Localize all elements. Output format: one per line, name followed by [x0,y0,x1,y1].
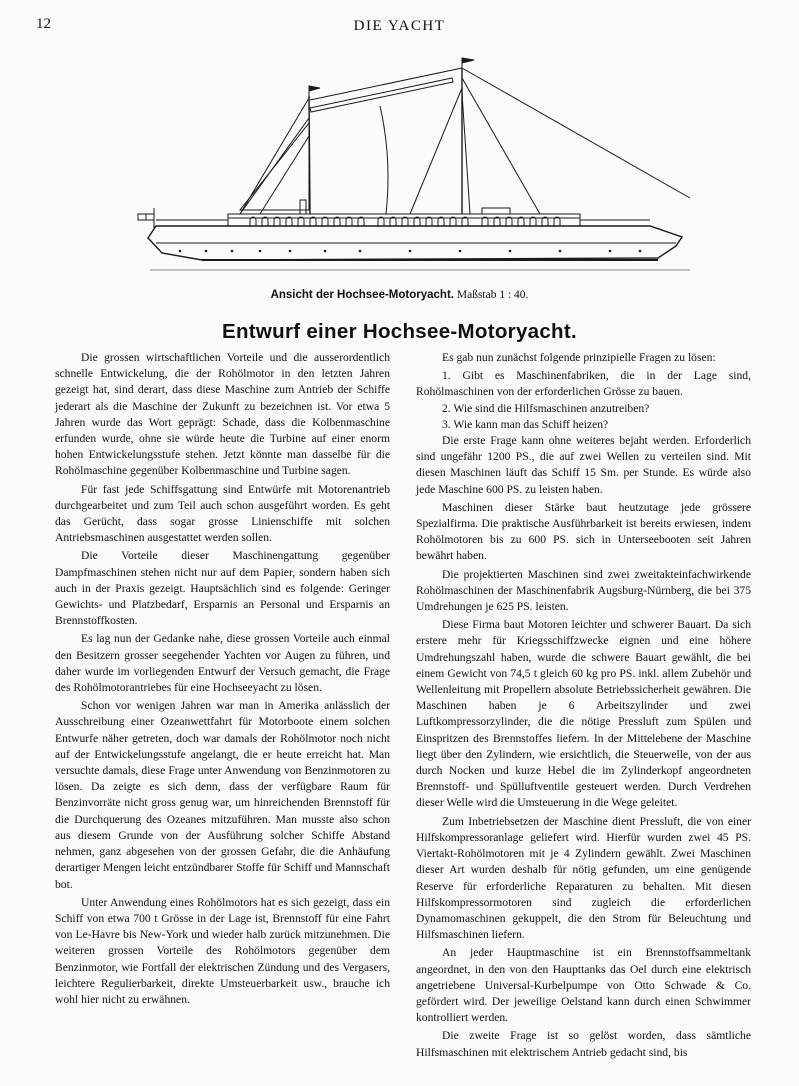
paragraph: An jeder Hauptmaschine ist ein Brennstoffsammeltank angeordnet, in den von den Haupttanks das Oel durch eine elektrisch angetriebene Universal-Kurbelpumpe von Otto Schwade & Co. gefördert wird. Der jeweilige Oelstand kann durch einen Schwimmer kontrolliert werden. [416,946,751,1025]
funnel [300,200,306,214]
paragraph: Es gab nun zunächst folgende prinzipielle Fragen zu lösen: [442,351,716,364]
page-number: 12 [36,16,51,32]
question-item: 1. Gibt es Maschinenfabriken, die in der Lage sind, Rohölmaschinen von der erforderlichen Grösse zu bauen. [416,369,751,399]
question-item: 3. Wie kann man das Schiff heizen? [442,417,609,431]
figure-caption-title: Ansicht der Hochsee-Motoryacht. [270,289,454,301]
paragraph: Diese Firma baut Motoren leichter und schwerer Bauart. Da sich erstere mehr für Kriegsschiffzwecke eignen und eine höhere Umdrehungszahl haben, wurde die schwere Bauart gewählt, die bei einem Gewicht von 74,5 t gleich 60 kg pro PS. inkl. allem Zubehör und Wellenleitung mit Propellern absolute Betriebssicherheit gewähren. Die Maschinen haben je 6 Arbeitszylinder und zwei Luftkompressorzylinder, die die nötige Pressluft zum Spülen und Einspritzen des Brennstoffes liefern. In der Mittelebene der Maschine liegt über den Zylindern, wie ersichtlich, die Steuerwelle, von der aus durch Nocken und kurze Hebel die im Zylinderkopf angeordneten Brennstoff- und Spülluftventile gesteuert werden. Durch Verdrehen dieser Welle wird die Umsteuerung in die Wege geleitet. [416,618,751,810]
paragraph: Zum Inbetriebsetzen der Maschine dient Pressluft, die von einer Hilfskompressoranlage geliefert wird. Hierfür wurden zwei 45 PS. Viertakt-Rohölmotoren mit je 4 Zylindern gewählt. Zwei Maschinen dieser Art wurden deshalb für nötig gefunden, um eine genügende Reserve für erforderliche Reparaturen zu behalten. Mit diesen Hilfskompressormotoren sind zugleich die erforderlichen Dynamomaschinen gekuppelt, die den Strom für Beleuchtung und Hilfsmaschinen liefern. [416,814,751,942]
paragraph: Die Vorteile dieser Maschinengattung gegenüber Dampfmaschinen stehen nicht nur auf dem Papier, sondern haben sich auch in der Praxis gezeigt. Hauptsächlich sind es folgende: Geringer Gewichts- und Platzbedarf, Ersparnis an Personal und Ersparnis an Brennstoffkosten. [55,549,390,628]
article-title: Entwurf einer Hochsee-Motoryacht. [221,320,578,343]
deckhouse [228,214,580,226]
paragraph: Die zweite Frage ist so gelöst worden, dass sämtliche Hilfsmaschinen mit elektrischem Antrieb gedacht sind, bis [416,1029,751,1059]
running-head: DIE YACHT [353,18,446,34]
article-column-left [55,350,390,1050]
portholes [179,250,642,253]
bridge-house [482,208,510,214]
paragraph: Die erste Frage kann ohne weiteres bejaht werden. Erforderlich sind ungefähr 1200 PS., die auf zwei Wellen zu verteilen sind. Mit diesen Maschinen läuft das Schiff 15 Sm. per Stunde. Es würde also jede Maschine 600 PS. zu leisten haben. [416,434,751,496]
paragraph: Maschinen dieser Stärke baut heutzutage jede grössere Spezialfirma. Die praktische Ausführbarkeit ist bereits erwiesen, indem Rohölmotoren bis zu 600 PS. sich in Unterseebooten seit Jahren bewährt haben. [416,500,751,563]
figure-caption-scale: Maßstab 1 : 40. [456,289,529,301]
yacht-side-view-drawing [110,48,710,280]
figure-caption [0,289,799,301]
paragraph: Die projektierten Maschinen sind zwei zweitakteinfachwirkende Rohölmaschinen der Maschinenfabrik Augsburg-Nürnberg, die bei 375 Umdrehungen je 625 PS. leisten. [416,567,751,614]
question-item: 2. Wie sind die Hilfsmaschinen anzutreiben? [442,401,650,415]
paragraph: Schon vor wenigen Jahren war man in Amerika anlässlich der Ausschreibung einer Ozeanwettfahrt für Motorboote einem solchen Entwurfe näher getreten, doch war damals der Rohölmotor noch nicht auf der Entwickelungsstufe angelangt, die er heute erreicht hat. Man versuchte damals, diese Frage unter Anwendung von Benzinmotoren zu lösen. Da zeigte es sich denn, dass der verfügbare Raum für Benzinvorräte nicht gross genug war, um hinreichenden Brennstoff für die Durchquerung des Ozeanes mitzuführen. Man musste also schon aus diesem Grunde von der Ausführung solcher Schiffe Abstand nehmen, ganz abgesehen von der grossen Gefahr, die die Anhäufung derartiger Mengen leicht entzündbarer Stoffe für Schiff und Mannschaft bot. [55,699,390,891]
paragraph: Es lag nun der Gedanke nahe, diese grossen Vorteile auch einmal den Besitzern grosser seegehender Yachten vor Augen zu führen, und daher wurde im vorliegenden Entwurf der Versuch gemacht, die Frage des Rohölmotorantriebes für eine Hochseeyacht zu lösen. [55,632,390,695]
paragraph: Für fast jede Schiffsgattung sind Entwürfe mit Motorenantrieb durchgearbeitet und zum Teil auch schon ausgeführt worden. Es geht das Gerücht, dass sogar grosse Linienschiffe mit solchen Antriebsmaschinen ausgestattet werden sollen. [55,482,390,545]
paragraph: Die grossen wirtschaftlichen Vorteile und die ausserordentlich schnelle Entwickelung, die der Rohölmotor in den letzten Jahren gezeigt hat, sind derart, dass diese Maschine zum Antrieb der Schiffe jederart als die Maschine der Zukunft zu bezeichnen ist. Vor etwa 5 Jahren wurde das Wort geprägt: Schade, dass die Kolbenmaschine erfunden wurde, ohne sie würde heute die Turbine auf einer enorm hohen Entwickelungsstufe stehen. Jetzt könnte man dasselbe für die Rohölmaschine gegenüber Kolbenmaschine und Turbine sagen. [55,351,390,478]
paragraph: Unter Anwendung eines Rohölmotors hat es sich gezeigt, dass ein Schiff von etwa 700 t Grösse in der Lage ist, Brennstoff für eine Fahrt von Le-Havre bis New-York und wieder halb zurück mitzunehmen. Die weiteren grossen Vorteile des Rohölmotors gegenüber dem Benzinmotor, wie Fortfall der elektrischen Zündung und des Vergasers, leichtere Regulierbarkeit, direkte Umsteuerbarkeit usw., brauche ich wohl hier nicht zu erwähnen. [55,895,390,1006]
article-column-right [416,350,751,1059]
